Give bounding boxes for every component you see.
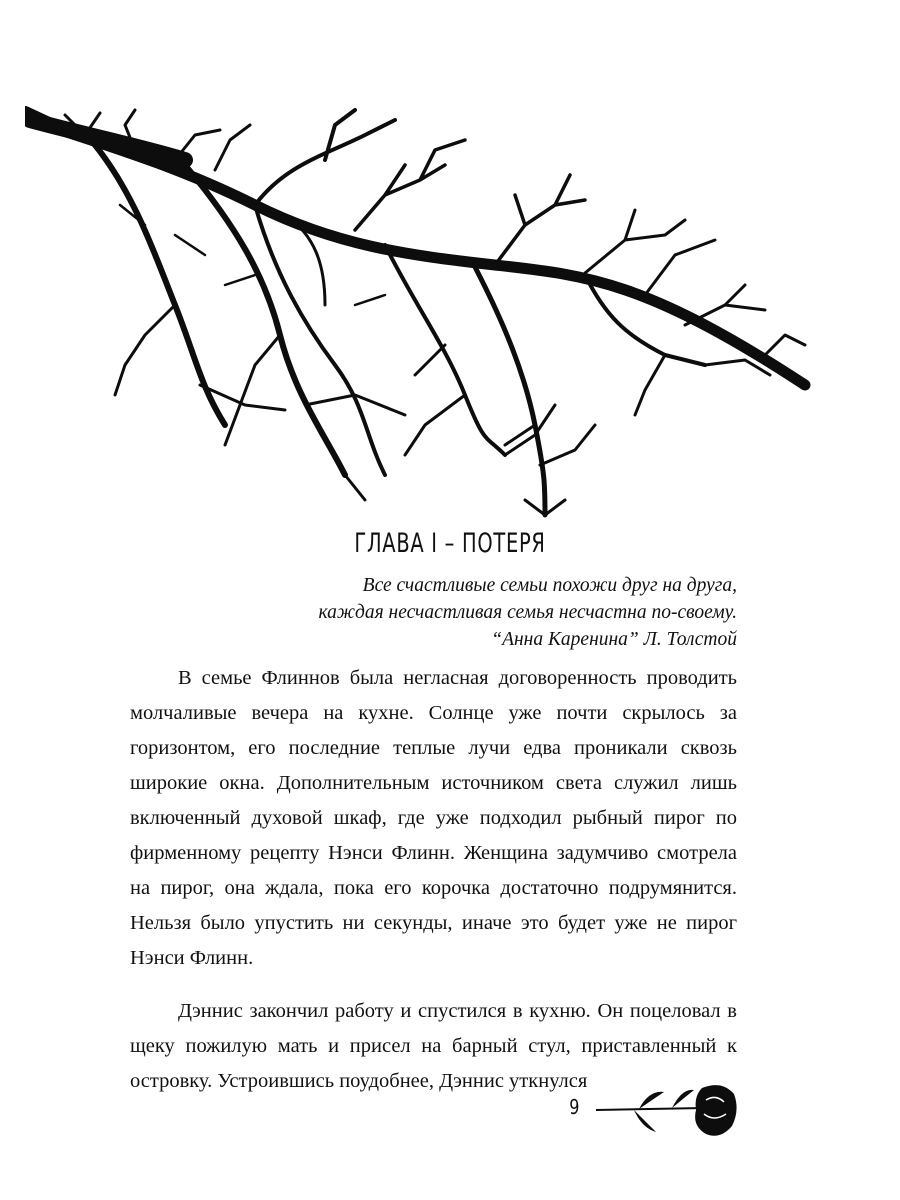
epigraph-attribution: “Анна Каренина” Л. Толстой <box>491 629 737 650</box>
body-text <box>130 661 737 1099</box>
epigraph <box>177 572 737 653</box>
rose-icon <box>594 1080 739 1142</box>
chapter-title: ГЛАВА I – ПОТЕРЯ <box>354 528 546 559</box>
epigraph-line: Все счастливые семьи похожи друг на друга, <box>362 575 737 596</box>
epigraph-line: каждая несчастливая семья несчастна по-своему. <box>318 602 737 623</box>
bare-branch-illustration <box>25 105 815 525</box>
paragraph: В семье Флиннов была негласная договоренность проводить молчаливые вечера на кухне. Солнце уже почти скрылось за горизонтом, его последние теплые лучи едва проникали сквозь широкие окна. Дополнительным источником света служил лишь включенный духовой шкаф, где уже подходил рыбный пирог по фирменному рецепту Нэнси Флинн. Женщина задумчиво смотрела на пирог, она ждала, пока его корочка достаточно подрумянится. Нельзя было упустить ни секунды, иначе это будет уже не пирог Нэнси Флинн. <box>130 667 737 969</box>
paragraph: Дэннис закончил работу и спустился в кухню. Он поцеловал в щеку пожилую мать и присел на барный стул, приставленный к островку. Устроившись поудобнее, Дэннис уткнулся <box>130 1000 737 1092</box>
page-number: 9 <box>569 1095 580 1119</box>
